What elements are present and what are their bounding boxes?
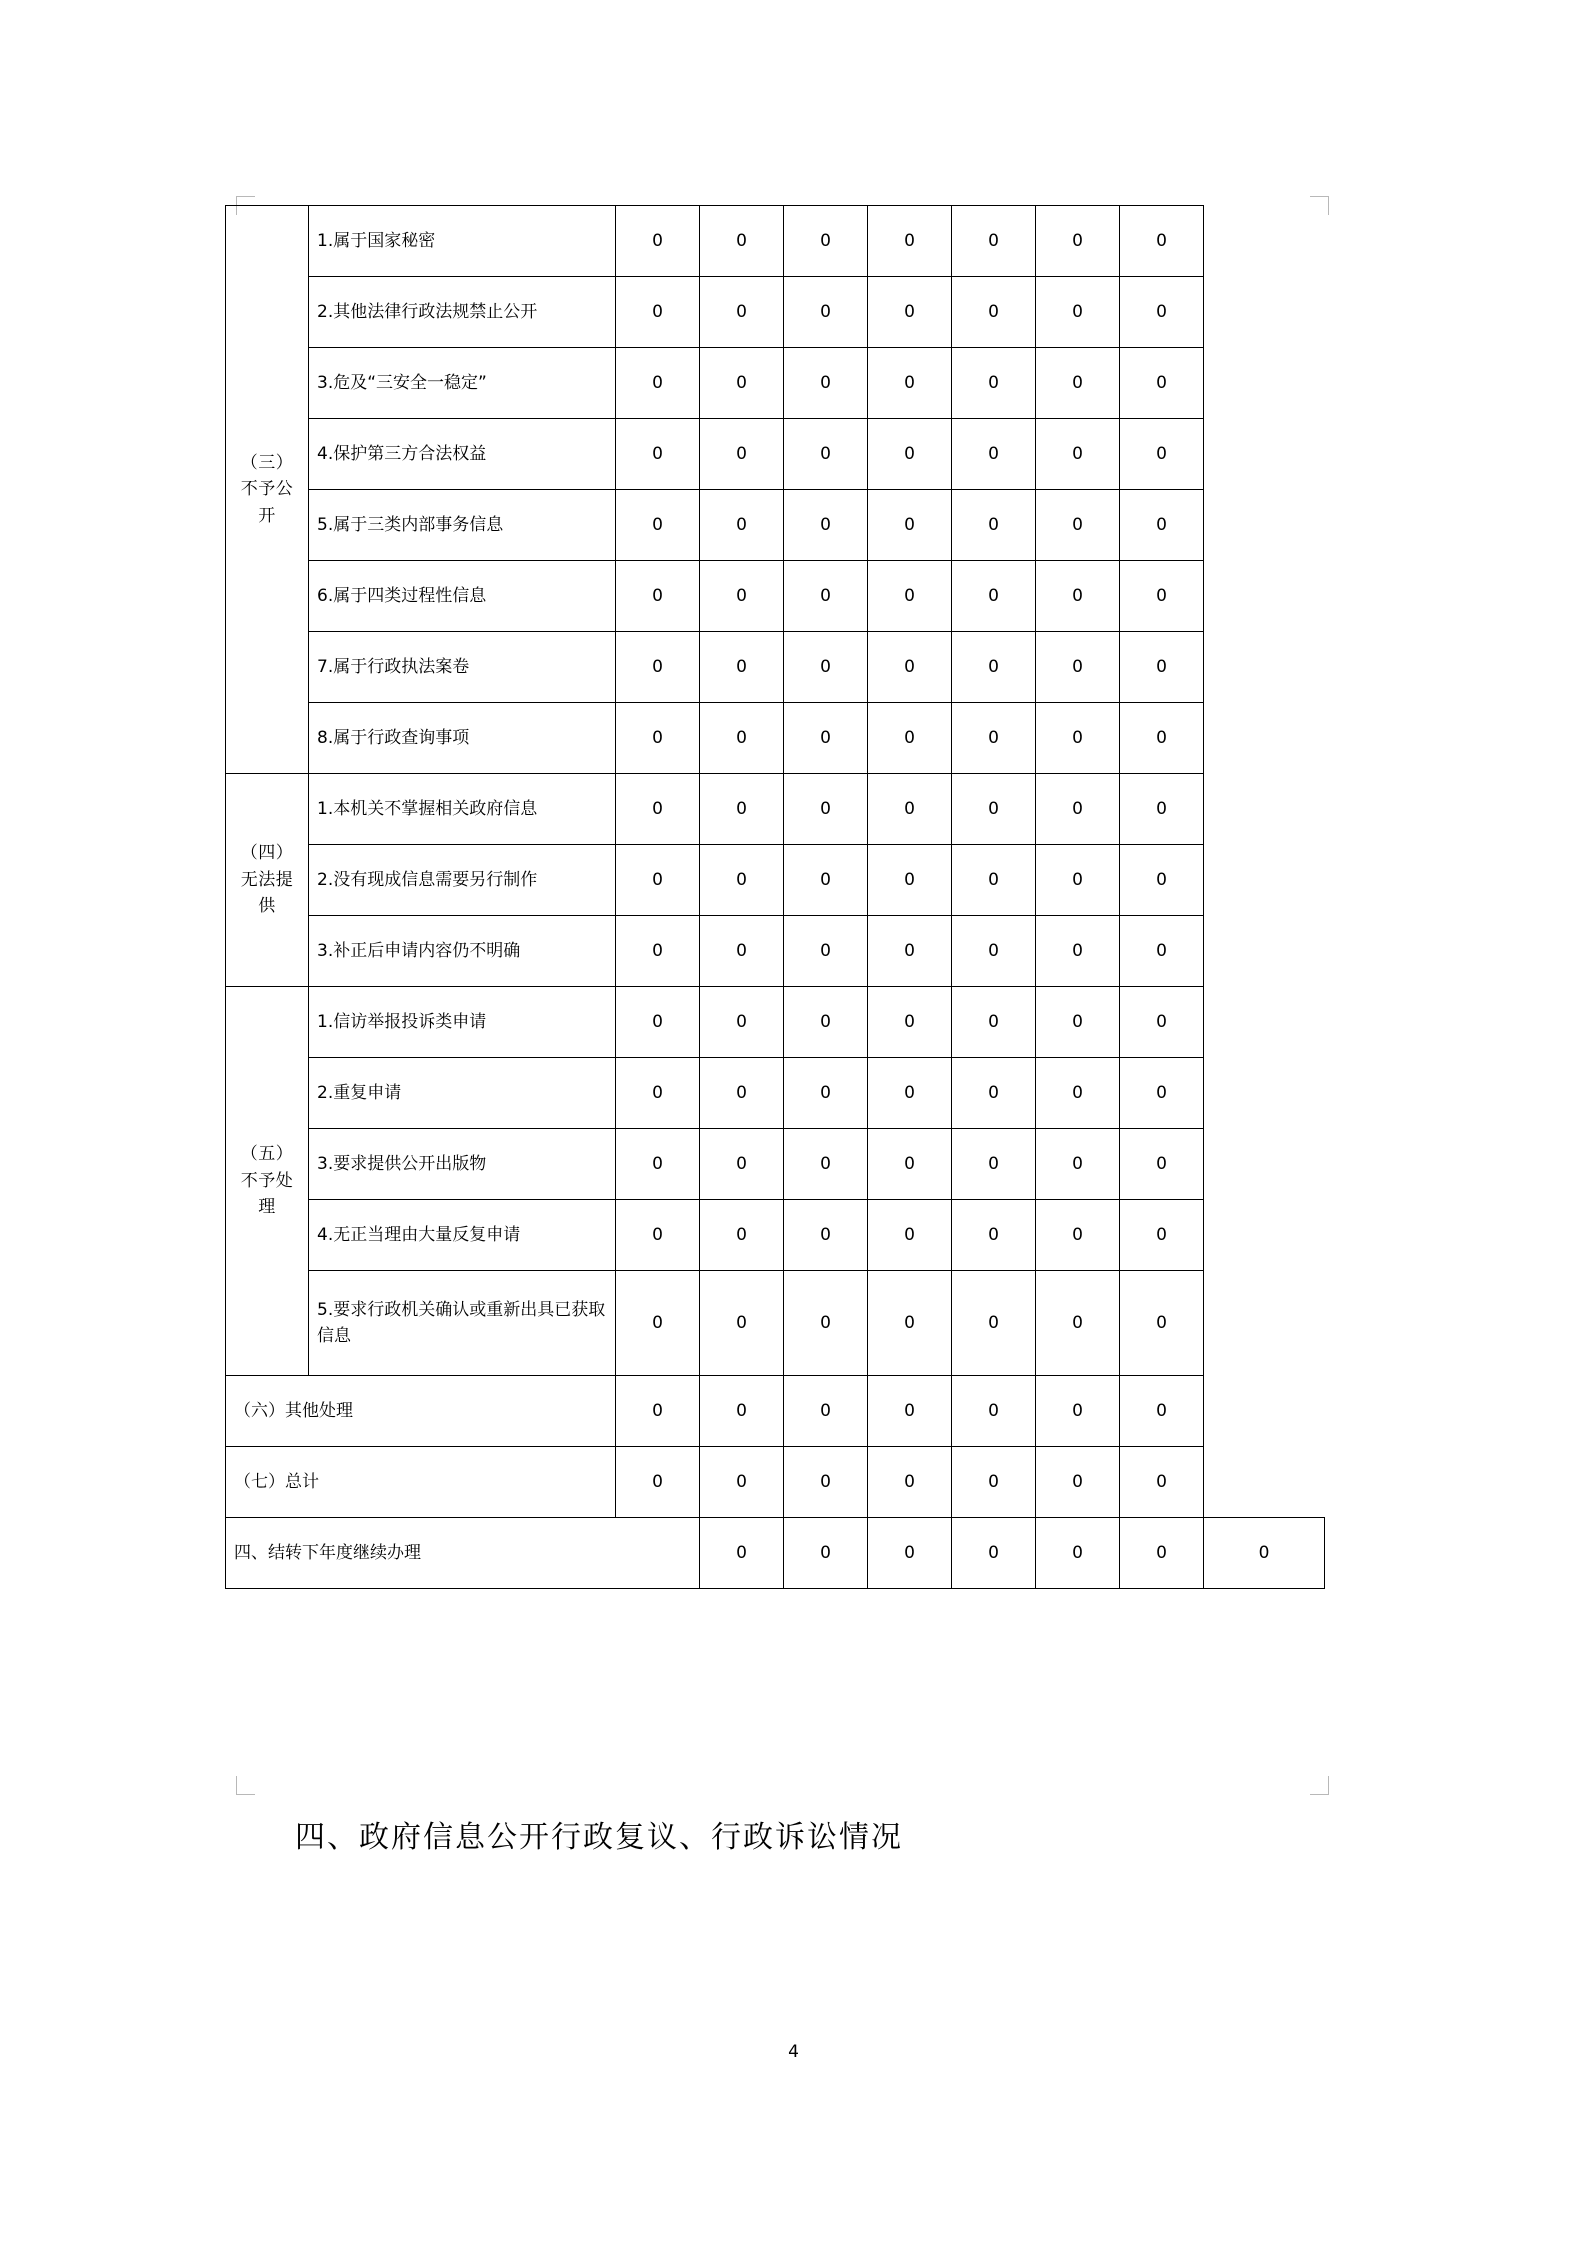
value-cell: 0: [868, 490, 952, 561]
value-cell: 0: [616, 490, 700, 561]
value-cell: 0: [1120, 1518, 1204, 1589]
group-label-cell-5: [226, 987, 309, 1376]
table-row: [226, 419, 1325, 490]
value-cell: 0: [1036, 632, 1120, 703]
value-cell: 0: [616, 774, 700, 845]
value-cell: 0: [700, 490, 784, 561]
value-cell: 0: [1204, 1518, 1325, 1589]
value-cell: 0: [1036, 1200, 1120, 1271]
row-label: 5.要求行政机关确认或重新出具已获取信息: [309, 1271, 616, 1376]
page-number: 4: [788, 2042, 799, 2062]
value-cell: 0: [616, 1058, 700, 1129]
value-cell: 0: [700, 1271, 784, 1376]
row-label: 7.属于行政执法案卷: [309, 632, 616, 703]
value-cell: 0: [868, 1058, 952, 1129]
value-cell: 0: [952, 277, 1036, 348]
group-label-cell-3: [226, 206, 309, 774]
value-cell: 0: [952, 916, 1036, 987]
table-row: [226, 1129, 1325, 1200]
value-cell: 0: [1120, 419, 1204, 490]
value-cell: 0: [868, 1129, 952, 1200]
value-cell: 0: [700, 632, 784, 703]
value-cell: 0: [1120, 1129, 1204, 1200]
statistics-table: [225, 205, 1325, 1589]
value-cell: 0: [784, 703, 868, 774]
value-cell: 0: [616, 845, 700, 916]
table-row: [226, 987, 1325, 1058]
group-label-line: （五）: [240, 1144, 294, 1165]
group-label-line: （三）: [240, 452, 294, 473]
row-label: 四、结转下年度继续办理: [226, 1518, 700, 1589]
value-cell: 0: [1036, 1271, 1120, 1376]
value-cell: 0: [700, 845, 784, 916]
value-cell: 0: [616, 703, 700, 774]
value-cell: 0: [1036, 348, 1120, 419]
row-label: 2.没有现成信息需要另行制作: [309, 845, 616, 916]
row-label: 8.属于行政查询事项: [309, 703, 616, 774]
value-cell: 0: [1120, 1200, 1204, 1271]
table-row: [226, 1447, 1325, 1518]
value-cell: 0: [952, 1447, 1036, 1518]
value-cell: 0: [952, 1129, 1036, 1200]
table-row: [226, 1271, 1325, 1376]
group-label-line: （四）: [240, 843, 294, 864]
table-row: [226, 561, 1325, 632]
value-cell: 0: [1036, 1129, 1120, 1200]
value-cell: 0: [784, 1058, 868, 1129]
value-cell: 0: [616, 1447, 700, 1518]
value-cell: 0: [784, 1376, 868, 1447]
group-label-line: 不予处: [240, 1170, 294, 1191]
row-label: 4.无正当理由大量反复申请: [309, 1200, 616, 1271]
value-cell: 0: [868, 1376, 952, 1447]
value-cell: 0: [784, 206, 868, 277]
value-cell: 0: [1036, 987, 1120, 1058]
value-cell: 0: [616, 632, 700, 703]
group-label-line: 理: [258, 1197, 276, 1218]
value-cell: 0: [1120, 490, 1204, 561]
table-row: [226, 774, 1325, 845]
value-cell: 0: [868, 1200, 952, 1271]
value-cell: 0: [868, 206, 952, 277]
value-cell: 0: [784, 490, 868, 561]
row-label: 2.其他法律行政法规禁止公开: [309, 277, 616, 348]
value-cell: 0: [700, 1058, 784, 1129]
value-cell: 0: [700, 1447, 784, 1518]
table-row: [226, 348, 1325, 419]
value-cell: 0: [616, 419, 700, 490]
value-cell: 0: [1120, 206, 1204, 277]
value-cell: 0: [784, 348, 868, 419]
value-cell: 0: [700, 348, 784, 419]
value-cell: 0: [616, 277, 700, 348]
value-cell: 0: [1120, 703, 1204, 774]
value-cell: 0: [784, 1129, 868, 1200]
row-label: （七）总计: [226, 1447, 616, 1518]
value-cell: 0: [1120, 916, 1204, 987]
value-cell: 0: [1036, 206, 1120, 277]
value-cell: 0: [700, 561, 784, 632]
value-cell: 0: [700, 1518, 784, 1589]
table-row: [226, 490, 1325, 561]
crop-mark-bottom-left: [236, 1776, 255, 1795]
value-cell: 0: [700, 277, 784, 348]
row-label: 4.保护第三方合法权益: [309, 419, 616, 490]
value-cell: 0: [1120, 1058, 1204, 1129]
value-cell: 0: [952, 348, 1036, 419]
value-cell: 0: [1036, 916, 1120, 987]
value-cell: 0: [868, 1447, 952, 1518]
value-cell: 0: [700, 1200, 784, 1271]
value-cell: 0: [952, 1376, 1036, 1447]
value-cell: 0: [952, 490, 1036, 561]
value-cell: 0: [784, 1447, 868, 1518]
value-cell: 0: [1036, 703, 1120, 774]
value-cell: 0: [952, 419, 1036, 490]
value-cell: 0: [868, 987, 952, 1058]
value-cell: 0: [1120, 561, 1204, 632]
statistics-table-wrapper: [225, 205, 1325, 1589]
group-label-line: 无法提: [240, 869, 294, 890]
group-label-cell-4: [226, 774, 309, 987]
value-cell: 0: [952, 1271, 1036, 1376]
value-cell: 0: [616, 1200, 700, 1271]
value-cell: 0: [868, 348, 952, 419]
value-cell: 0: [784, 561, 868, 632]
value-cell: 0: [868, 845, 952, 916]
value-cell: 0: [1036, 1376, 1120, 1447]
table-row: [226, 703, 1325, 774]
value-cell: 0: [1120, 277, 1204, 348]
value-cell: 0: [616, 916, 700, 987]
value-cell: 0: [616, 1129, 700, 1200]
value-cell: 0: [1036, 490, 1120, 561]
value-cell: 0: [784, 845, 868, 916]
section-heading: 四、政府信息公开行政复议、行政诉讼情况: [295, 1820, 903, 1855]
value-cell: 0: [1036, 277, 1120, 348]
value-cell: 0: [868, 632, 952, 703]
value-cell: 0: [952, 774, 1036, 845]
value-cell: 0: [1036, 1518, 1120, 1589]
value-cell: 0: [1120, 632, 1204, 703]
value-cell: 0: [784, 277, 868, 348]
row-label: 2.重复申请: [309, 1058, 616, 1129]
value-cell: 0: [952, 845, 1036, 916]
value-cell: 0: [700, 987, 784, 1058]
table-row: [226, 277, 1325, 348]
value-cell: 0: [1036, 1447, 1120, 1518]
value-cell: 0: [1120, 774, 1204, 845]
value-cell: 0: [952, 206, 1036, 277]
value-cell: 0: [1120, 845, 1204, 916]
group-label-line: 开: [258, 505, 276, 526]
value-cell: 0: [616, 348, 700, 419]
value-cell: 0: [784, 419, 868, 490]
table-row: [226, 632, 1325, 703]
crop-mark-bottom-right: [1310, 1776, 1329, 1795]
row-label: 3.危及“三安全一稳定”: [309, 348, 616, 419]
table-row: [226, 1058, 1325, 1129]
row-label: 5.属于三类内部事务信息: [309, 490, 616, 561]
value-cell: 0: [784, 1271, 868, 1376]
value-cell: 0: [784, 1518, 868, 1589]
value-cell: 0: [1036, 561, 1120, 632]
value-cell: 0: [1120, 1447, 1204, 1518]
value-cell: 0: [1120, 348, 1204, 419]
value-cell: 0: [952, 1518, 1036, 1589]
value-cell: 0: [952, 632, 1036, 703]
table-row: [226, 916, 1325, 987]
value-cell: 0: [784, 1200, 868, 1271]
value-cell: 0: [784, 987, 868, 1058]
table-row: [226, 1200, 1325, 1271]
value-cell: 0: [1036, 845, 1120, 916]
table-row: [226, 1518, 1325, 1589]
value-cell: 0: [868, 916, 952, 987]
value-cell: 0: [952, 1058, 1036, 1129]
value-cell: 0: [1036, 419, 1120, 490]
value-cell: 0: [700, 916, 784, 987]
value-cell: 0: [868, 1271, 952, 1376]
value-cell: 0: [784, 916, 868, 987]
value-cell: 0: [700, 419, 784, 490]
row-label: 1.信访举报投诉类申请: [309, 987, 616, 1058]
value-cell: 0: [868, 1518, 952, 1589]
row-label: 6.属于四类过程性信息: [309, 561, 616, 632]
value-cell: 0: [868, 561, 952, 632]
group-label-line: 不予公: [240, 479, 294, 500]
table-row: [226, 845, 1325, 916]
value-cell: 0: [868, 419, 952, 490]
value-cell: 0: [952, 703, 1036, 774]
value-cell: 0: [1120, 1271, 1204, 1376]
value-cell: 0: [784, 774, 868, 845]
value-cell: 0: [700, 703, 784, 774]
row-label: 3.要求提供公开出版物: [309, 1129, 616, 1200]
row-label: 1.属于国家秘密: [309, 206, 616, 277]
group-label-line: 供: [258, 896, 276, 917]
value-cell: 0: [952, 987, 1036, 1058]
value-cell: 0: [700, 774, 784, 845]
value-cell: 0: [616, 1271, 700, 1376]
row-label: 1.本机关不掌握相关政府信息: [309, 774, 616, 845]
value-cell: 0: [952, 561, 1036, 632]
value-cell: 0: [700, 1376, 784, 1447]
value-cell: 0: [1120, 987, 1204, 1058]
value-cell: 0: [700, 206, 784, 277]
value-cell: 0: [1036, 774, 1120, 845]
value-cell: 0: [616, 206, 700, 277]
value-cell: 0: [868, 774, 952, 845]
table-row: [226, 206, 1325, 277]
value-cell: 0: [616, 987, 700, 1058]
value-cell: 0: [1120, 1376, 1204, 1447]
value-cell: 0: [616, 1376, 700, 1447]
value-cell: 0: [952, 1200, 1036, 1271]
row-label: 3.补正后申请内容仍不明确: [309, 916, 616, 987]
table-row: [226, 1376, 1325, 1447]
value-cell: 0: [868, 703, 952, 774]
value-cell: 0: [1036, 1058, 1120, 1129]
value-cell: 0: [700, 1129, 784, 1200]
value-cell: 0: [616, 561, 700, 632]
value-cell: 0: [868, 277, 952, 348]
row-label: （六）其他处理: [226, 1376, 616, 1447]
value-cell: 0: [784, 632, 868, 703]
